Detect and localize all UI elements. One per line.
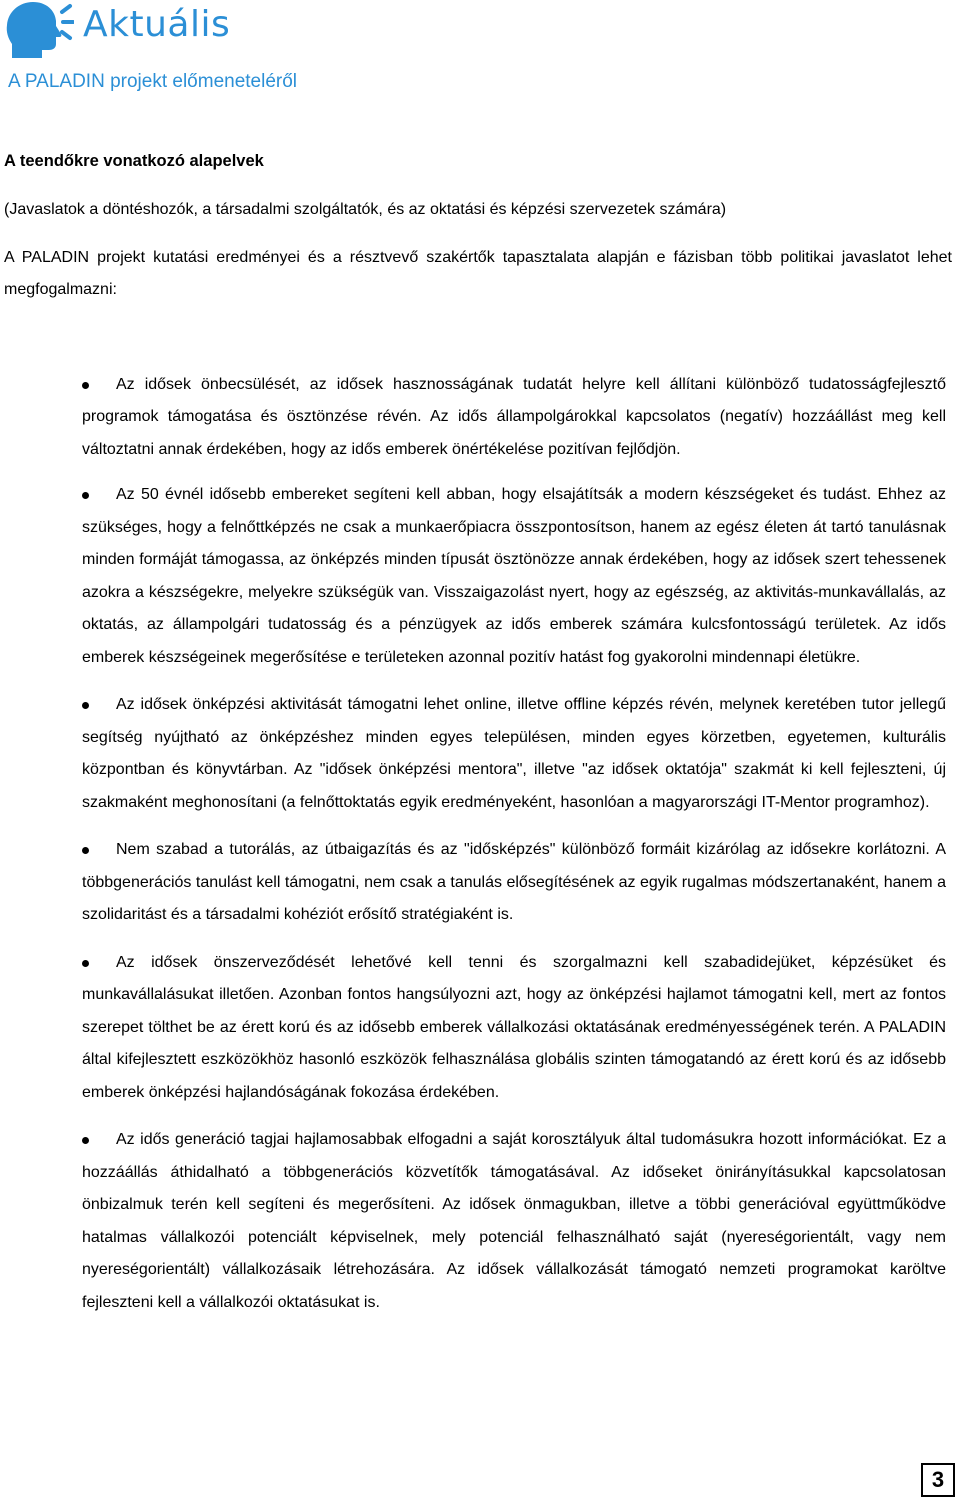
list-item	[82, 369, 946, 467]
bullet-icon	[82, 492, 89, 499]
list-item-text: Az idősek önképzési aktivitását támogatni lehet online, illetve offline képzés révén, melynek keretében tutor jellegű segítség nyújtható az önképzéshez minden egyes településen, minden egyes körzetben, egyetemen, kulturális központban és könyvtárban. Az "idősek önképzési mentora", illetve "az idősek oktatója" szakmát ki kell fejleszteni, új szakmaként meghonosítani (a felnőttoktatás egyik eredményeként, hasonlóan a magyarországi IT-Mentor programhoz).	[82, 696, 946, 811]
recommendations-note: (Javaslatok a döntéshozók, a társadalmi szolgáltatók, és az oktatási és képzési szervezetek számára)	[4, 201, 727, 218]
brand-title: Aktuális	[83, 4, 231, 45]
bullet-icon	[82, 702, 89, 709]
header-subtitle: A PALADIN projekt előmeneteléről	[8, 71, 298, 92]
bullet-icon	[82, 382, 89, 389]
list-item-text: Az 50 évnél idősebb embereket segíteni kell abban, hogy elsajátítsák a modern készségeket és tudást. Ehhez az szükséges, hogy a felnőttképzés ne csak a munkaerőpiacra összpontosítson, hanem az egész életen át tartó tanulásnak minden formáját támogassa, az önképzés minden típusát ösztönözze annak érdekében, hogy az idősek szert tehessenek azokra a készségekre, melyekre szükségük van. Visszaigazolást nyert, hogy az egészség, az aktivitás-munkavállalás, az oktatás, az állampolgári tudatosság és a pénzügyek az idős emberek számára kulcsfontosságú területek. Az idős emberek készségeinek megerősítése e területeken azonnal pozitív hatást fog gyakorolni mindennapi életükre.	[82, 486, 946, 666]
document-body	[0, 145, 952, 1319]
list-item	[82, 689, 946, 819]
list-item	[82, 834, 946, 932]
section-heading: A teendőkre vonatkozó alapelvek	[4, 152, 264, 170]
list-item-text: Nem szabad a tutorálás, az útbaigazítás és az "idősképzés" különböző formáit kizárólag az idősekre korlátozni. A többgenerációs tanulást kell támogatni, nem csak a tanulás elősegítésének az egyik rugalmas módszertanaként, hanem a szolidaritást és a társadalmi kohéziót erősítő stratégiaként is.	[82, 841, 946, 923]
page-header	[0, 0, 960, 110]
page-number: 3	[921, 1463, 955, 1497]
bullet-icon	[82, 960, 89, 967]
list-item	[82, 479, 946, 674]
speaking-head-icon	[6, 0, 74, 60]
list-item-text: Az idősek önszerveződését lehetővé kell tenni és szorgalmazni kell szabadidejüket, képzésüket és munkavállalásukat illetően. Azonban fontos hangsúlyozni azt, hogy az önképzési hajlamot támogatni kell, mert az fontos szerepet tölthet be az érett korú és az idősebb emberek vállalkozási oktatásának eredményességének terén. A PALADIN által kifejlesztett eszközökhöz hasonló eszközök felhasználása globális szinten támogatandó az érett korú és az idősebb emberek önképzési hajlandóságának fokozása érdekében.	[82, 953, 946, 1101]
intro-paragraph: A PALADIN projekt kutatási eredményei és a résztvevő szakértők tapasztalata alapján e fázisban több politikai javaslatot lehet megfogalmazni:	[4, 248, 952, 298]
recommendation-list	[0, 369, 952, 1320]
bullet-icon	[82, 847, 89, 854]
list-item-text: Az idős generáció tagjai hajlamosabbak elfogadni a saját korosztályuk által tudomásukra hozott információkat. Ez a hozzáállás áthidalható a többgenerációs közvetítők támogatásával. Az időseket önirányításukkal kapcsolatosan önbizalmuk terén kell segíteni és megerősíteni. Az idősek önmagukban, illetve a többi generációval együttműködve hatalmas vállalkozói potenciált képviselnek, mely potenciál felhasználható saját (nyereségorientált, vagy nem nyereségorientált) vállalkozásaik létrehozására. Az idősek vállalkozását támogató nemzeti programokat karöltve fejleszteni kell a vállalkozói oktatásukat is.	[82, 1131, 946, 1311]
bullet-icon	[82, 1137, 89, 1144]
list-item-text: Az idősek önbecsülését, az idősek hasznosságának tudatát helyre kell állítani különböző tudatosságfejlesztő programok támogatása és ösztönzése révén. Az idős állampolgárokkal kapcsolatos (negatív) hozzáállást meg kell változtatni annak érdekében, hogy az idős emberek önértékelése pozitívan fejlődjön.	[82, 375, 946, 458]
list-item	[82, 1124, 946, 1319]
list-item	[82, 947, 946, 1110]
